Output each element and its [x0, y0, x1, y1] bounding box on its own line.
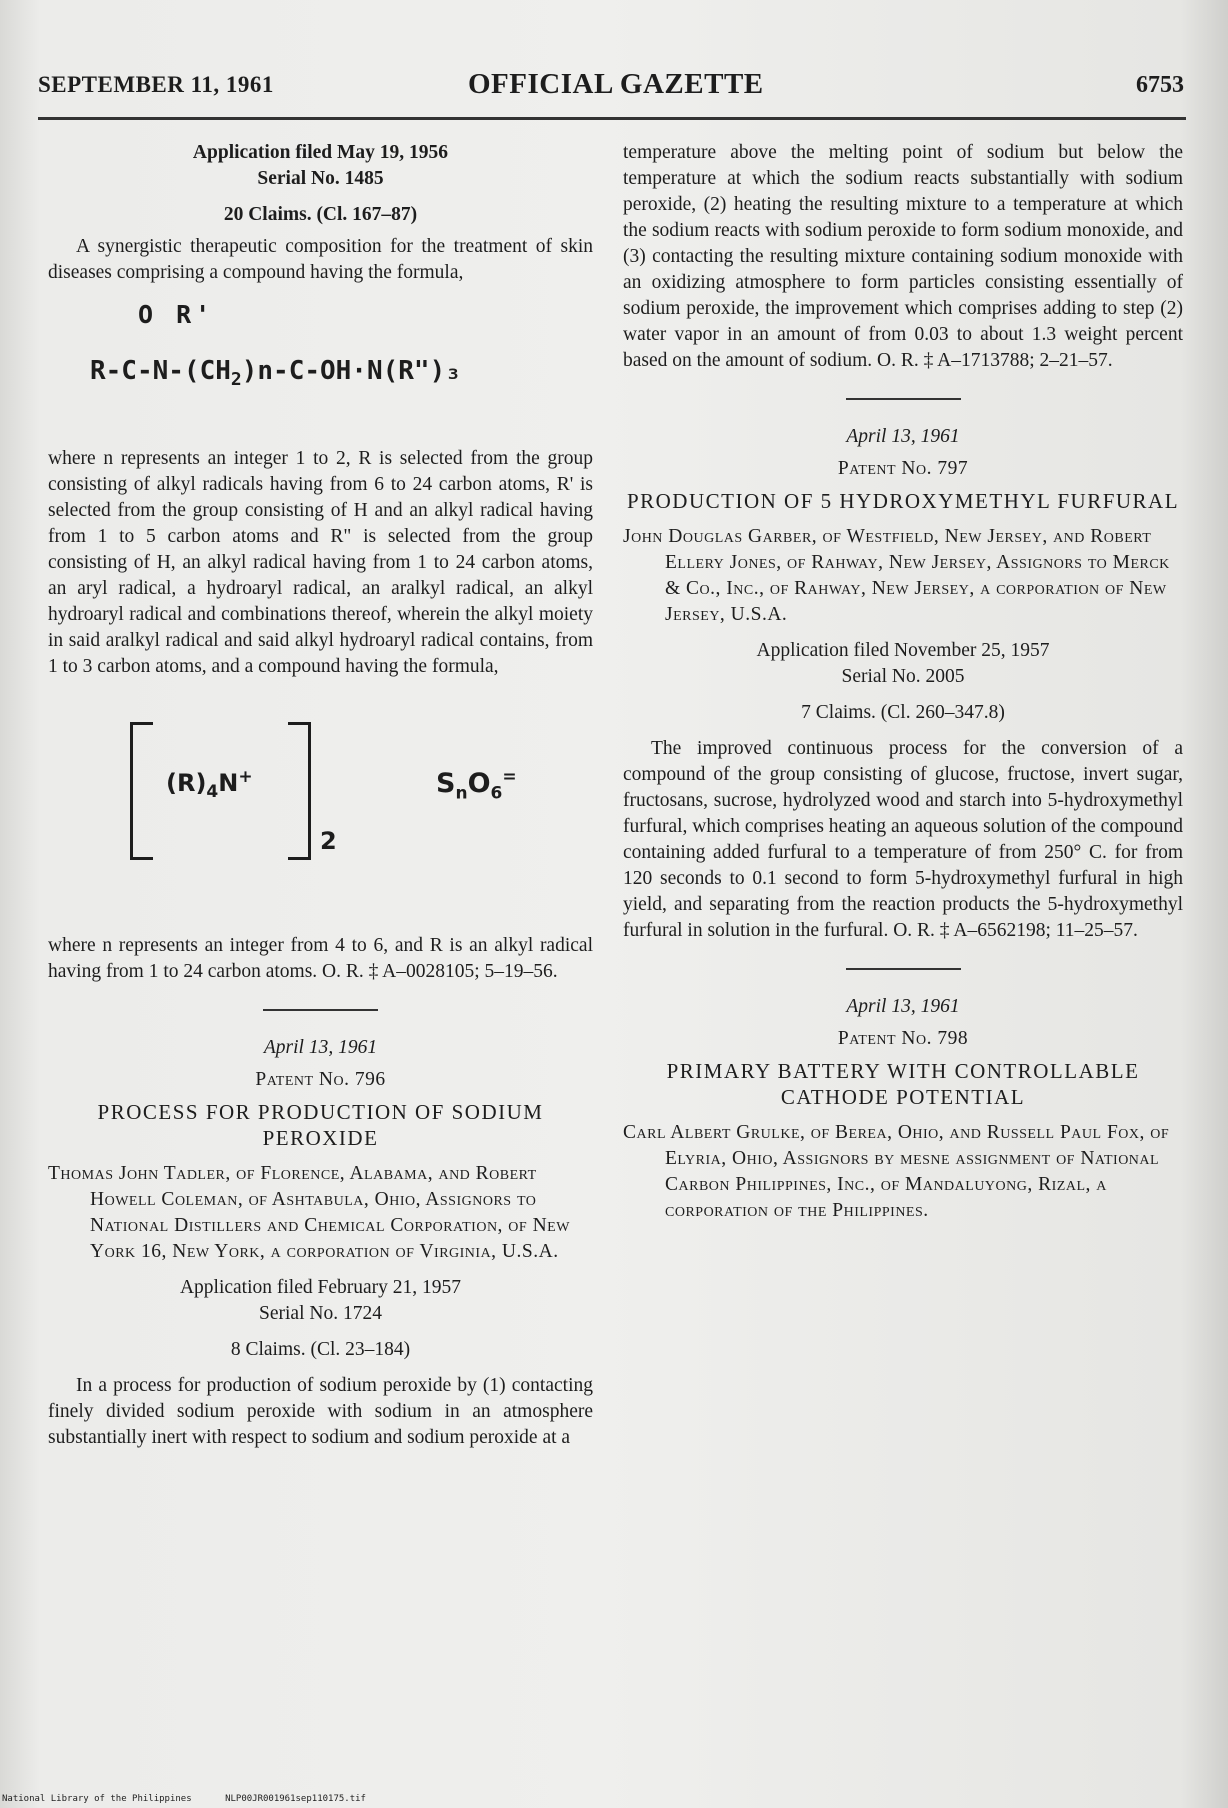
bracket-right	[288, 722, 311, 860]
header-page-number: 6753	[1136, 72, 1184, 98]
section-divider	[846, 968, 961, 970]
patent-797-date: April 13, 1961	[846, 426, 960, 447]
patent-797-claims: 7 Claims. (Cl. 260–347.8)	[801, 702, 1005, 723]
scan-footer	[2, 1794, 366, 1804]
patent-797-title: PRODUCTION OF 5 HYDROXYMETHYL FURFURAL	[626, 489, 1180, 513]
formula-1-definition: where n represents an integer 1 to 2, R is selected from the group consisting of alkyl radicals having from 6 to 24 carbon atoms, R' is selected from the group consisting of H and an alkyl radical having from 1 to 5 carbon atoms and R" is selected from the group consisting of H, an alkyl radical having from 1 to 24 carbon atoms, an aryl radical, a hydroaryl radical, an aralkyl radical, an alkyl hydroaryl radical and combinations thereof, wherein the alkyl moiety in said aralkyl radical and said alkyl hydroaryl radical contains, from 1 to 3 carbon atoms, and a compound having the formula,	[48, 448, 593, 677]
section-divider	[263, 1009, 378, 1011]
formula-2-anion: $S_nO_6^=$	[436, 767, 517, 804]
footer-library: National Library of the Philippines	[2, 1794, 192, 1804]
patent-797-serial: Serial No. 2005	[841, 666, 965, 687]
right-column	[623, 140, 1183, 1224]
page-header	[38, 66, 1184, 106]
formula-2-subscript: 2	[320, 827, 337, 855]
header-title: OFFICIAL GAZETTE	[468, 68, 764, 100]
patent-796-number: Patent No. 796	[255, 1069, 386, 1090]
patent-796-date: April 13, 1961	[263, 1037, 378, 1058]
patent-798-number: Patent No. 798	[837, 1028, 969, 1049]
patent-796-abstract: In a process for production of sodium peroxide by (1) contacting finely divided sodium peroxide with sodium in an atmosphere substantially inert with respect to sodium and sodium peroxide at a	[48, 1375, 593, 1448]
patent-796-filed: Application filed February 21, 1957	[179, 1277, 462, 1298]
footer-filename: NLP00JR001961sep110175.tif	[225, 1794, 366, 1804]
claim-intro: A synergistic therapeutic composition for the treatment of skin diseases comprising a compound having the formula,	[48, 236, 593, 283]
header-date: SEPTEMBER 11, 1961	[38, 72, 274, 97]
patent-796-assignment: Thomas John Tadler, of Florence, Alabama, and Robert Howell Coleman, of Ashtabula, Ohio, Assignors to National Distillers and Chemical Corporation, of New York 16, New York, a corporation of Virginia, U.S.A.	[48, 1163, 570, 1262]
formula-1	[48, 294, 593, 434]
patent-797-filed: Application filed November 25, 1957	[756, 640, 1050, 661]
section-divider	[846, 398, 961, 400]
bracket-left	[130, 722, 153, 860]
formula-2-definition: where n represents an integer from 4 to 6, and R is an alkyl radical having from 1 to 24 carbon atoms. O. R. ‡ A–0028105; 5–19–56.	[48, 935, 593, 982]
patent-796-abstract-continued: temperature above the melting point of sodium but below the temperature at which the sodium reacts substantially with sodium peroxide, (2) heating the resulting mixture to a temperature at which the sodium reacts with sodium peroxide to form sodium monoxide, and (3) contacting the resulting mixture containing sodium monoxide with an oxidizing atmosphere to form particles consisting essentially of sodium peroxide, the improvement which comprises adding to step (2) water vapor in an amount of from 0.03 to about 1.3 weight percent based on the amount of sodium. O. R. ‡ A–1713788; 2–21–57.	[623, 142, 1183, 371]
formula-2	[48, 698, 593, 923]
formula-1-main: $R-C-N-(CH_2)n-C-OH\cdot N(R")_3$	[90, 356, 461, 391]
formula-2-cation: $(R)_4N^+$	[166, 767, 253, 802]
patent-797-abstract: The improved continuous process for the conversion of a compound of the group consisting of glucose, fructose, invert sugar, fructosans, sucrose, hydrolyzed wood and starch into 5-hydroxymethyl furfural, which comprises heating an aqueous solution of the compound containing added furfural to a temperature of from 250° C. for from 120 seconds to 0.1 second to form 5-hydroxymethyl furfural in high yield, and separating from the reaction products the 5-hydroxymethyl furfural in solution in the furfural. O. R. ‡ A–6562198; 11–25–57.	[623, 738, 1183, 941]
patent-798-title: PRIMARY BATTERY WITH CONTROLLABLE CATHODE POTENTIAL	[666, 1059, 1140, 1109]
header-rule	[38, 117, 1186, 120]
patent-798-assignment: Carl Albert Grulke, of Berea, Ohio, and Russell Paul Fox, of Elyria, Ohio, Assignors by mesne assignment of National Carbon Philippines, Inc., of Mandaluyong, Rizal, a corporation of the Philippines.	[623, 1122, 1170, 1221]
patent-797-number: Patent No. 797	[837, 458, 969, 479]
patent-796-title: PROCESS FOR PRODUCTION OF SODIUM PEROXIDE	[97, 1100, 544, 1150]
patent-798-date: April 13, 1961	[846, 996, 960, 1017]
serial-number: Serial No. 1485	[257, 168, 384, 189]
patent-796-claims: 8 Claims. (Cl. 23–184)	[230, 1339, 411, 1360]
patent-797-assignment: John Douglas Garber, of Westfield, New Jersey, and Robert Ellery Jones, of Rahway, New Jersey, Assignors to Merck & Co., Inc., of Rahway, New Jersey, a corporation of New Jersey, U.S.A.	[623, 526, 1170, 625]
application-filed: Application filed May 19, 1956	[192, 142, 449, 163]
left-column	[48, 140, 593, 1451]
formula-1-top: O R'	[138, 300, 215, 329]
claims-line: 20 Claims. (Cl. 167–87)	[223, 204, 418, 225]
patent-796-serial: Serial No. 1724	[259, 1303, 382, 1324]
